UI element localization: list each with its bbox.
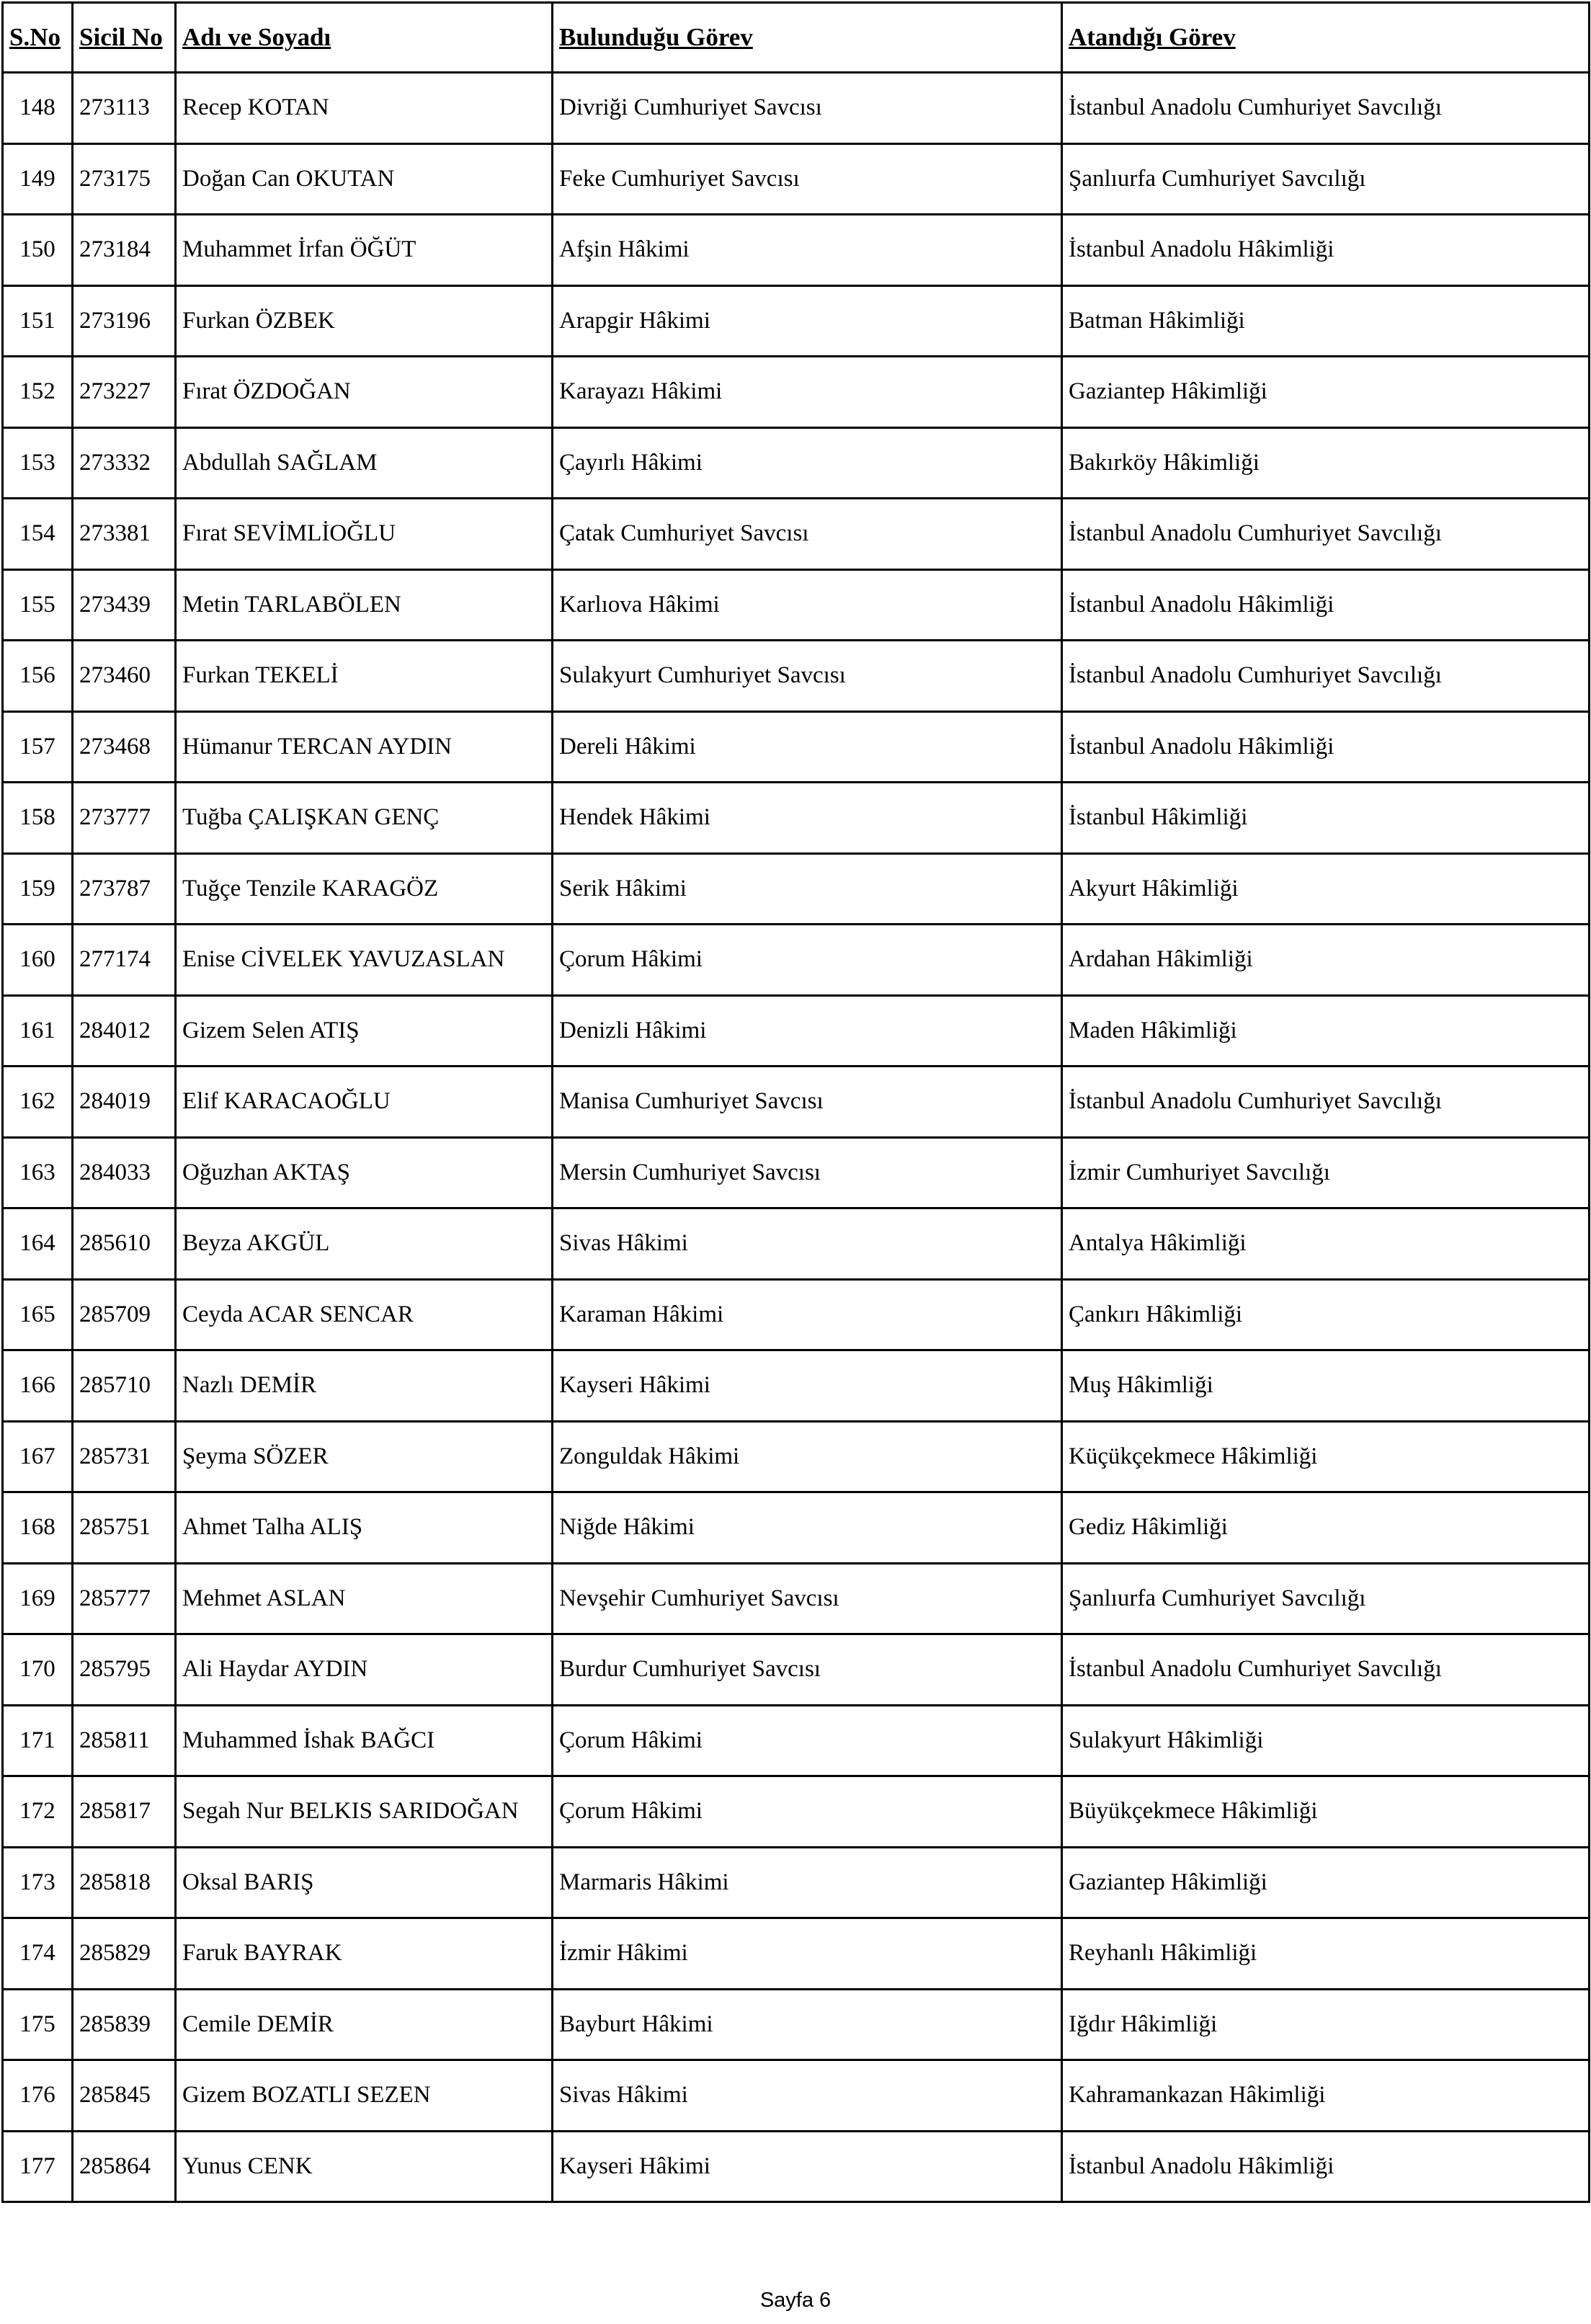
cell-assigned-position: İstanbul Anadolu Hâkimliği: [1062, 215, 1590, 286]
cell-sno: 159: [3, 853, 73, 925]
cell-current-position: Nevşehir Cumhuriyet Savcısı: [553, 1563, 1062, 1634]
table-row: [3, 1137, 1590, 1208]
cell-sicil-no: 273196: [73, 285, 176, 357]
cell-sicil-no: 285864: [73, 2131, 176, 2202]
cell-name: Fırat ÖZDOĞAN: [176, 357, 553, 428]
cell-sicil-no: 285731: [73, 1421, 176, 1492]
cell-current-position: Çatak Cumhuriyet Savcısı: [553, 499, 1062, 570]
cell-assigned-position: Çankırı Hâkimliği: [1062, 1279, 1590, 1350]
cell-name: Ceyda ACAR SENCAR: [176, 1279, 553, 1350]
cell-name: Oksal BARIŞ: [176, 1847, 553, 1918]
cell-name: Şeyma SÖZER: [176, 1421, 553, 1492]
table-row: [3, 1847, 1590, 1918]
table-row: [3, 1563, 1590, 1634]
cell-assigned-position: Akyurt Hâkimliği: [1062, 853, 1590, 925]
cell-sicil-no: 285829: [73, 1918, 176, 1990]
cell-sicil-no: 273332: [73, 427, 176, 499]
cell-sicil-no: 285811: [73, 1705, 176, 1776]
cell-sno: 167: [3, 1421, 73, 1492]
cell-name: Gizem Selen ATIŞ: [176, 995, 553, 1067]
cell-assigned-position: İstanbul Anadolu Hâkimliği: [1062, 2131, 1590, 2202]
cell-name: Abdullah SAĞLAM: [176, 427, 553, 499]
cell-current-position: Mersin Cumhuriyet Savcısı: [553, 1137, 1062, 1208]
table-row: [3, 357, 1590, 428]
header-sno: S.No: [3, 3, 73, 73]
table-row: [3, 285, 1590, 357]
table-row: [3, 995, 1590, 1067]
cell-current-position: Bayburt Hâkimi: [553, 1989, 1062, 2060]
cell-current-position: Karaman Hâkimi: [553, 1279, 1062, 1350]
cell-current-position: Manisa Cumhuriyet Savcısı: [553, 1067, 1062, 1138]
table-row: [3, 1279, 1590, 1350]
cell-sicil-no: 284019: [73, 1067, 176, 1138]
table-row: [3, 925, 1590, 996]
table-header: [3, 3, 1590, 73]
cell-sicil-no: 285845: [73, 2060, 176, 2132]
cell-assigned-position: Antalya Hâkimliği: [1062, 1208, 1590, 1280]
table-row: [3, 427, 1590, 499]
cell-sno: 161: [3, 995, 73, 1067]
cell-assigned-position: İstanbul Anadolu Hâkimliği: [1062, 569, 1590, 641]
cell-sno: 154: [3, 499, 73, 570]
cell-sno: 152: [3, 357, 73, 428]
cell-name: Faruk BAYRAK: [176, 1918, 553, 1990]
cell-sno: 171: [3, 1705, 73, 1776]
table-row: [3, 1776, 1590, 1848]
table-row: [3, 711, 1590, 783]
table-row: [3, 783, 1590, 854]
cell-name: Enise CİVELEK YAVUZASLAN: [176, 925, 553, 996]
cell-sicil-no: 277174: [73, 925, 176, 996]
cell-sicil-no: 285751: [73, 1492, 176, 1564]
cell-assigned-position: İstanbul Anadolu Cumhuriyet Savcılığı: [1062, 499, 1590, 570]
cell-sno: 175: [3, 1989, 73, 2060]
cell-current-position: Çorum Hâkimi: [553, 925, 1062, 996]
cell-current-position: Niğde Hâkimi: [553, 1492, 1062, 1564]
cell-current-position: Feke Cumhuriyet Savcısı: [553, 143, 1062, 215]
cell-current-position: Sivas Hâkimi: [553, 2060, 1062, 2132]
cell-name: Fırat SEVİMLİOĞLU: [176, 499, 553, 570]
cell-sicil-no: 284012: [73, 995, 176, 1067]
cell-sno: 172: [3, 1776, 73, 1848]
table-row: [3, 1421, 1590, 1492]
table-row: [3, 1067, 1590, 1138]
cell-name: Yunus CENK: [176, 2131, 553, 2202]
cell-current-position: Marmaris Hâkimi: [553, 1847, 1062, 1918]
table-row: [3, 1492, 1590, 1564]
cell-sno: 151: [3, 285, 73, 357]
cell-sno: 150: [3, 215, 73, 286]
cell-sicil-no: 273468: [73, 711, 176, 783]
cell-sno: 173: [3, 1847, 73, 1918]
cell-current-position: Afşin Hâkimi: [553, 215, 1062, 286]
cell-assigned-position: İzmir Cumhuriyet Savcılığı: [1062, 1137, 1590, 1208]
cell-sno: 156: [3, 641, 73, 712]
cell-name: Nazlı DEMİR: [176, 1350, 553, 1422]
cell-sno: 162: [3, 1067, 73, 1138]
cell-sicil-no: 285818: [73, 1847, 176, 1918]
cell-sicil-no: 273184: [73, 215, 176, 286]
cell-name: Ali Haydar AYDIN: [176, 1634, 553, 1706]
cell-assigned-position: Şanlıurfa Cumhuriyet Savcılığı: [1062, 1563, 1590, 1634]
cell-name: Tuğba ÇALIŞKAN GENÇ: [176, 783, 553, 854]
cell-sno: 148: [3, 73, 73, 144]
cell-sicil-no: 285709: [73, 1279, 176, 1350]
cell-name: Furkan ÖZBEK: [176, 285, 553, 357]
cell-sicil-no: 273439: [73, 569, 176, 641]
cell-name: Muhammet İrfan ÖĞÜT: [176, 215, 553, 286]
table-row: [3, 1350, 1590, 1422]
cell-assigned-position: Batman Hâkimliği: [1062, 285, 1590, 357]
header-assigned-position: Atandığı Görev: [1062, 3, 1590, 73]
cell-sicil-no: 284033: [73, 1137, 176, 1208]
cell-sicil-no: 285610: [73, 1208, 176, 1280]
cell-sicil-no: 285839: [73, 1989, 176, 2060]
cell-current-position: Burdur Cumhuriyet Savcısı: [553, 1634, 1062, 1706]
table-row: [3, 1989, 1590, 2060]
cell-current-position: Çorum Hâkimi: [553, 1776, 1062, 1848]
cell-current-position: Çayırlı Hâkimi: [553, 427, 1062, 499]
cell-sno: 160: [3, 925, 73, 996]
cell-assigned-position: Bakırköy Hâkimliği: [1062, 427, 1590, 499]
cell-current-position: Serik Hâkimi: [553, 853, 1062, 925]
cell-assigned-position: İstanbul Anadolu Cumhuriyet Savcılığı: [1062, 1634, 1590, 1706]
cell-name: Tuğçe Tenzile KARAGÖZ: [176, 853, 553, 925]
cell-name: Cemile DEMİR: [176, 1989, 553, 2060]
cell-name: Oğuzhan AKTAŞ: [176, 1137, 553, 1208]
cell-current-position: Karlıova Hâkimi: [553, 569, 1062, 641]
cell-sno: 176: [3, 2060, 73, 2132]
table-row: [3, 569, 1590, 641]
cell-assigned-position: Kahramankazan Hâkimliği: [1062, 2060, 1590, 2132]
cell-assigned-position: Sulakyurt Hâkimliği: [1062, 1705, 1590, 1776]
cell-assigned-position: Gediz Hâkimliği: [1062, 1492, 1590, 1564]
cell-sno: 155: [3, 569, 73, 641]
cell-name: Doğan Can OKUTAN: [176, 143, 553, 215]
cell-sno: 174: [3, 1918, 73, 1990]
cell-assigned-position: İstanbul Anadolu Cumhuriyet Savcılığı: [1062, 1067, 1590, 1138]
cell-name: Mehmet ASLAN: [176, 1563, 553, 1634]
cell-current-position: Divriği Cumhuriyet Savcısı: [553, 73, 1062, 144]
cell-name: Muhammed İshak BAĞCI: [176, 1705, 553, 1776]
header-sicil-no: Sicil No: [73, 3, 176, 73]
cell-sicil-no: 285710: [73, 1350, 176, 1422]
cell-sicil-no: 273175: [73, 143, 176, 215]
cell-assigned-position: Şanlıurfa Cumhuriyet Savcılığı: [1062, 143, 1590, 215]
cell-sicil-no: 273113: [73, 73, 176, 144]
cell-sno: 164: [3, 1208, 73, 1280]
cell-current-position: Kayseri Hâkimi: [553, 2131, 1062, 2202]
cell-sicil-no: 285777: [73, 1563, 176, 1634]
header-name: Adı ve Soyadı: [176, 3, 553, 73]
cell-current-position: Sivas Hâkimi: [553, 1208, 1062, 1280]
cell-name: Metin TARLABÖLEN: [176, 569, 553, 641]
cell-name: Beyza AKGÜL: [176, 1208, 553, 1280]
cell-name: Elif KARACAOĞLU: [176, 1067, 553, 1138]
cell-current-position: İzmir Hâkimi: [553, 1918, 1062, 1990]
table-row: [3, 215, 1590, 286]
cell-sno: 166: [3, 1350, 73, 1422]
table-header-row: [3, 3, 1590, 73]
table-row: [3, 853, 1590, 925]
cell-name: Recep KOTAN: [176, 73, 553, 144]
cell-current-position: Hendek Hâkimi: [553, 783, 1062, 854]
cell-sicil-no: 285795: [73, 1634, 176, 1706]
cell-sno: 165: [3, 1279, 73, 1350]
cell-sno: 158: [3, 783, 73, 854]
cell-name: Furkan TEKELİ: [176, 641, 553, 712]
table-row: [3, 1918, 1590, 1990]
cell-assigned-position: İstanbul Anadolu Cumhuriyet Savcılığı: [1062, 73, 1590, 144]
cell-assigned-position: İstanbul Hâkimliği: [1062, 783, 1590, 854]
page-number: Sayfa 6: [759, 2289, 832, 2312]
cell-assigned-position: Ardahan Hâkimliği: [1062, 925, 1590, 996]
cell-assigned-position: İstanbul Anadolu Hâkimliği: [1062, 711, 1590, 783]
cell-current-position: Kayseri Hâkimi: [553, 1350, 1062, 1422]
cell-current-position: Denizli Hâkimi: [553, 995, 1062, 1067]
cell-sno: 177: [3, 2131, 73, 2202]
cell-current-position: Sulakyurt Cumhuriyet Savcısı: [553, 641, 1062, 712]
cell-name: Hümanur TERCAN AYDIN: [176, 711, 553, 783]
table-row: [3, 1705, 1590, 1776]
cell-sicil-no: 273777: [73, 783, 176, 854]
table-row: [3, 73, 1590, 144]
header-current-position: Bulunduğu Görev: [553, 3, 1062, 73]
cell-current-position: Karayazı Hâkimi: [553, 357, 1062, 428]
cell-sno: 163: [3, 1137, 73, 1208]
cell-assigned-position: Maden Hâkimliği: [1062, 995, 1590, 1067]
cell-assigned-position: İstanbul Anadolu Cumhuriyet Savcılığı: [1062, 641, 1590, 712]
cell-name: Gizem BOZATLI SEZEN: [176, 2060, 553, 2132]
cell-sno: 169: [3, 1563, 73, 1634]
cell-name: Segah Nur BELKIS SARIDOĞAN: [176, 1776, 553, 1848]
cell-assigned-position: Muş Hâkimliği: [1062, 1350, 1590, 1422]
cell-assigned-position: Büyükçekmece Hâkimliği: [1062, 1776, 1590, 1848]
table-row: [3, 143, 1590, 215]
cell-assigned-position: Reyhanlı Hâkimliği: [1062, 1918, 1590, 1990]
cell-sicil-no: 273381: [73, 499, 176, 570]
cell-sicil-no: 273460: [73, 641, 176, 712]
table-row: [3, 641, 1590, 712]
cell-name: Ahmet Talha ALIŞ: [176, 1492, 553, 1564]
cell-sno: 168: [3, 1492, 73, 1564]
cell-sno: 153: [3, 427, 73, 499]
table-row: [3, 1208, 1590, 1280]
cell-current-position: Çorum Hâkimi: [553, 1705, 1062, 1776]
cell-assigned-position: Gaziantep Hâkimliği: [1062, 357, 1590, 428]
table-row: [3, 499, 1590, 570]
table-row: [3, 2060, 1590, 2132]
cell-assigned-position: Iğdır Hâkimliği: [1062, 1989, 1590, 2060]
cell-current-position: Dereli Hâkimi: [553, 711, 1062, 783]
cell-sicil-no: 273787: [73, 853, 176, 925]
cell-assigned-position: Gaziantep Hâkimliği: [1062, 1847, 1590, 1918]
table-body: [3, 73, 1590, 2202]
appointment-table: [1, 1, 1590, 2203]
cell-assigned-position: Küçükçekmece Hâkimliği: [1062, 1421, 1590, 1492]
table-row: [3, 1634, 1590, 1706]
table-row: [3, 2131, 1590, 2202]
cell-sicil-no: 285817: [73, 1776, 176, 1848]
cell-current-position: Zonguldak Hâkimi: [553, 1421, 1062, 1492]
cell-sno: 157: [3, 711, 73, 783]
cell-sicil-no: 273227: [73, 357, 176, 428]
cell-current-position: Arapgir Hâkimi: [553, 285, 1062, 357]
cell-sno: 170: [3, 1634, 73, 1706]
cell-sno: 149: [3, 143, 73, 215]
